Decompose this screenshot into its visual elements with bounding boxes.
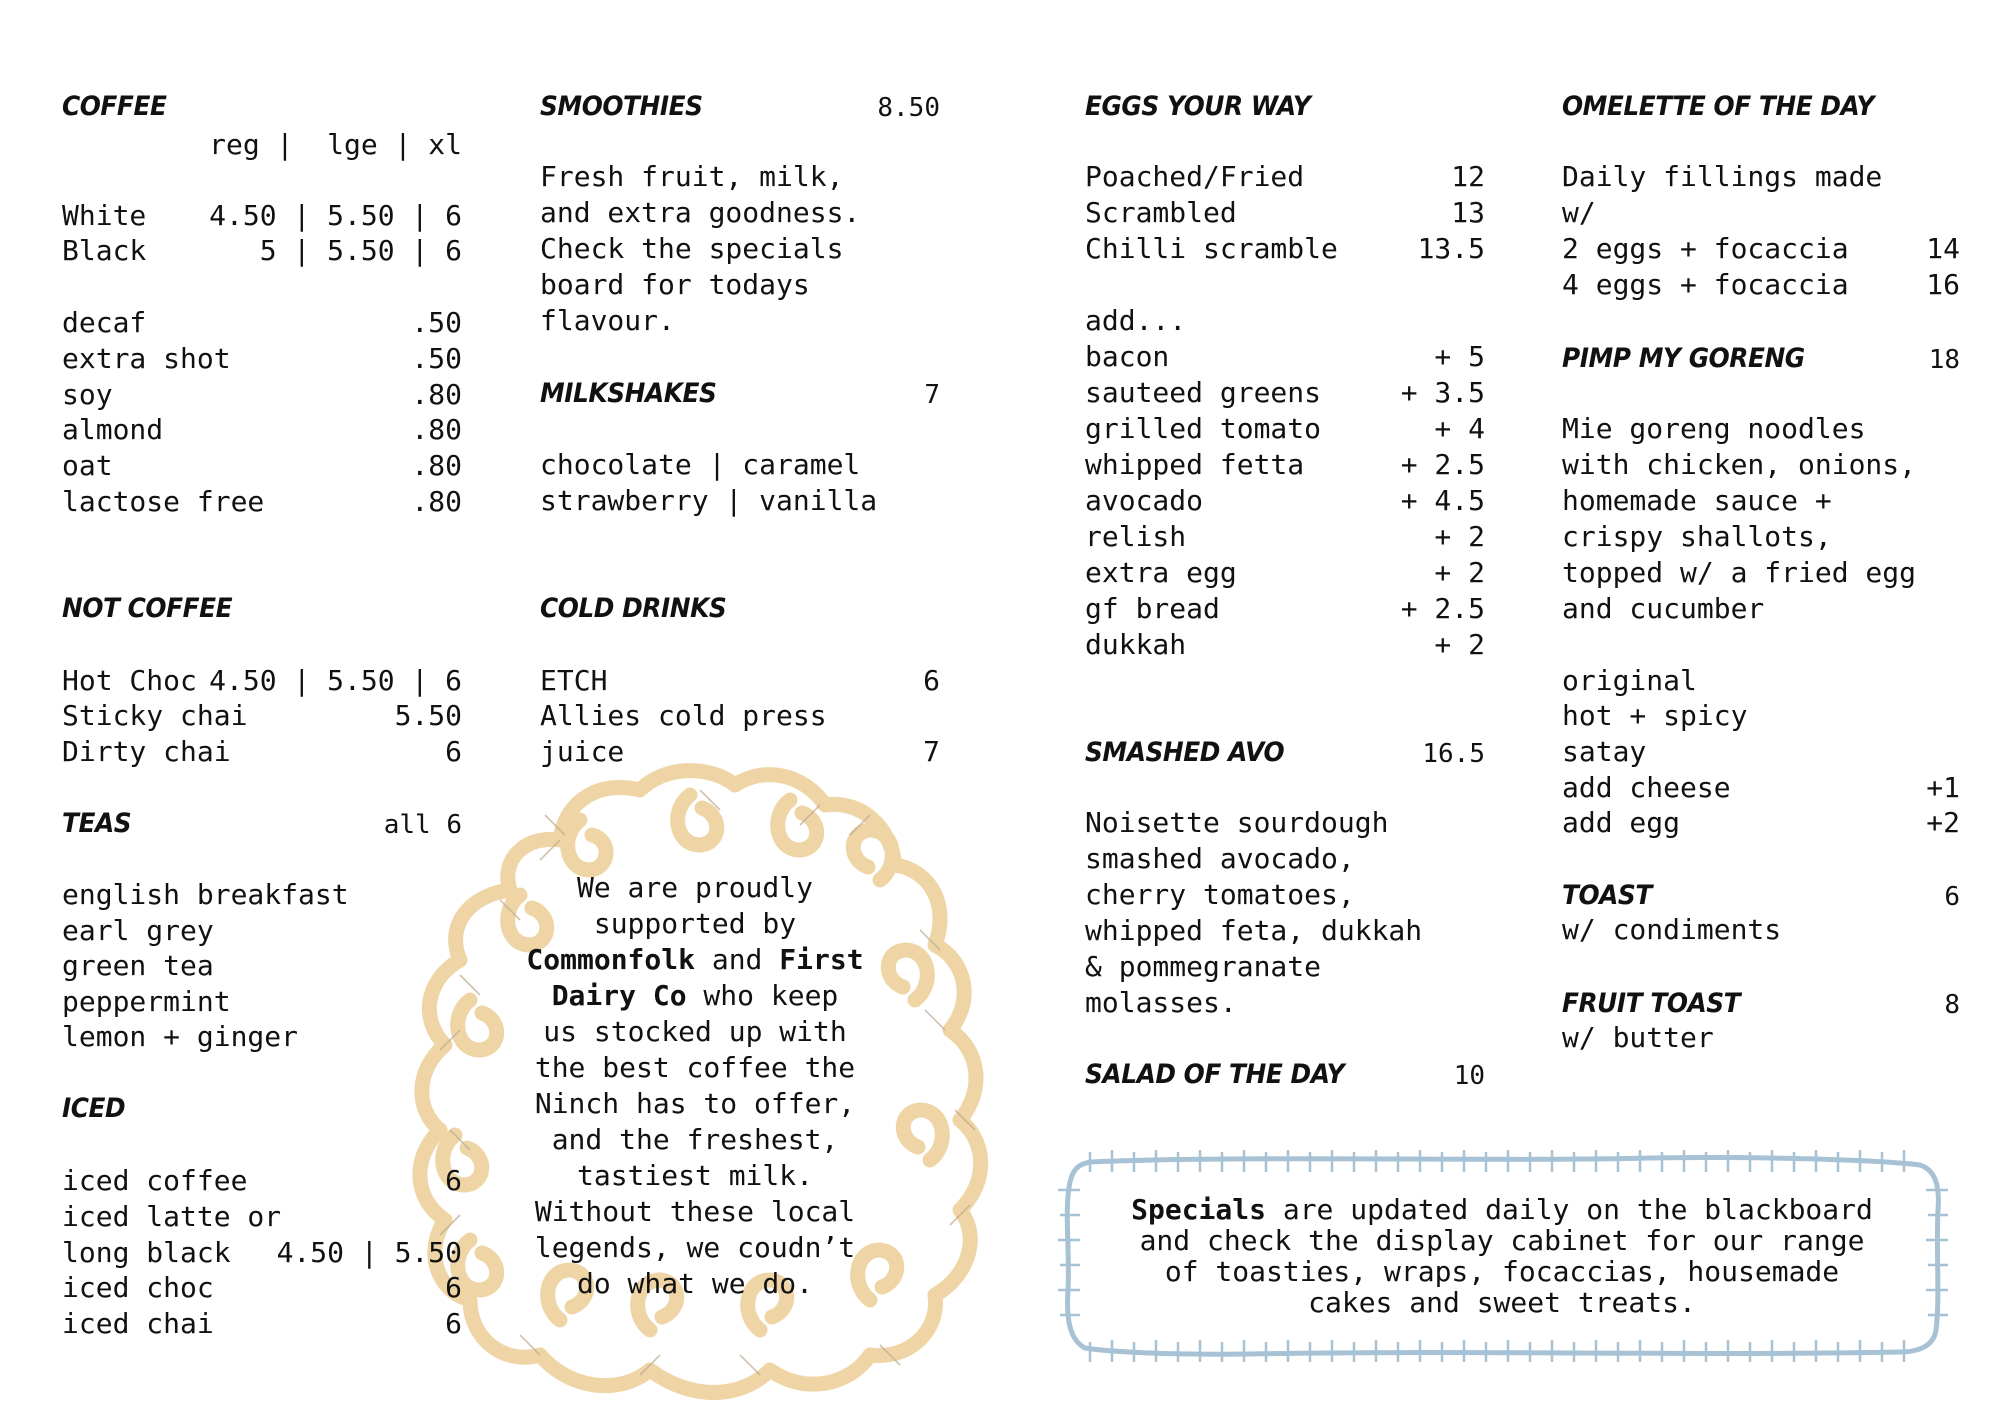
item-name: extra shot [62, 342, 231, 375]
item-name: Dirty chai [62, 735, 231, 768]
item-name: Black [62, 234, 147, 267]
item-name: Allies cold press [540, 699, 827, 732]
omelette-heading [1562, 91, 1960, 127]
item-name: juice [540, 735, 625, 768]
menu-item [1085, 159, 1485, 195]
coffee-heading [62, 91, 462, 127]
item-price: 13.5 [1417, 232, 1485, 265]
teas-heading [62, 808, 462, 844]
note-line: Without these local [534, 1195, 856, 1228]
salad-heading [1085, 1059, 1485, 1095]
smoothies-heading [540, 91, 940, 127]
description-line: molasses. [1085, 986, 1237, 1019]
menu-item [62, 198, 462, 234]
item-price: 4.50 | 5.50 [276, 1236, 462, 1269]
item-price: 5 | 5.50 | 6 [259, 234, 462, 267]
item-name: 4 eggs + focaccia [1562, 268, 1849, 301]
item-name: iced choc [62, 1271, 214, 1304]
eggs-heading [1085, 91, 1485, 127]
menu-item [62, 448, 462, 484]
item-price: +2 [1926, 806, 1960, 839]
item-price: 16 [1926, 268, 1960, 301]
milkshakes-flavours [540, 447, 940, 519]
item-price: .80 [411, 485, 462, 518]
description-line: and extra goodness. [540, 196, 861, 229]
item-name: 2 eggs + focaccia [1562, 232, 1849, 265]
menu-item [62, 341, 462, 377]
item-name: peppermint [62, 985, 231, 1018]
item-price: .50 [411, 306, 462, 339]
coffee-sizes-label: reg | lge | xl [209, 128, 462, 161]
toast-price: 6 [1944, 882, 1960, 912]
item-name: Sticky chai [62, 699, 248, 732]
note-line: us stocked up with [543, 1015, 847, 1048]
salad-title: SALAD OF THE DAY [1085, 1059, 1345, 1090]
item-name: add egg [1562, 806, 1681, 839]
note-line: We are proudly [576, 871, 813, 904]
description-line: whipped feta, dukkah [1085, 914, 1423, 947]
menu-item [1085, 339, 1485, 375]
supporter-name: First [779, 943, 864, 976]
item-price: + 2.5 [1400, 592, 1485, 625]
smashed-avo-price: 16.5 [1422, 739, 1485, 769]
menu-item [62, 305, 462, 341]
description-line: Mie goreng noodles [1562, 412, 1866, 445]
item-price: .80 [411, 413, 462, 446]
item-name: w/ condiments [1562, 913, 1782, 946]
cold-drinks-title: COLD DRINKS [540, 593, 727, 624]
fruit-toast-note [1562, 1020, 1960, 1056]
menu-item [1085, 447, 1485, 483]
milkshakes-heading [540, 378, 940, 414]
item-price: 5.50 [394, 699, 462, 732]
specials-note [1082, 1194, 1922, 1318]
menu-item [1562, 267, 1960, 303]
item-price: 4.50 | 5.50 | 6 [209, 664, 462, 697]
omelette-description [1562, 159, 1960, 231]
item-name: almond [62, 413, 164, 446]
item-price: 4.50 | 5.50 | 6 [209, 199, 462, 232]
item-price: 14 [1926, 232, 1960, 265]
goreng-title: PIMP MY GORENG [1562, 343, 1805, 374]
menu-item [1085, 591, 1485, 627]
item-name: lemon + ginger [62, 1020, 299, 1053]
item-price: 6 [445, 735, 462, 768]
list-item [62, 913, 462, 949]
menu-item [540, 698, 940, 734]
specials-line: cakes and sweet treats. [1308, 1286, 1696, 1319]
menu-item [1085, 375, 1485, 411]
fruit-toast-title: FRUIT TOAST [1562, 988, 1741, 1019]
item-name: english breakfast [62, 878, 349, 911]
note-line: Ninch has to offer, [534, 1087, 856, 1120]
menu-item [62, 1163, 462, 1199]
note-line: tastiest milk. [576, 1159, 813, 1192]
item-price: .80 [411, 449, 462, 482]
toast-note [1562, 912, 1960, 948]
specials-lead: Specials [1131, 1193, 1266, 1226]
note-line: do what we do. [576, 1267, 813, 1300]
note-line: supported by [593, 907, 797, 940]
item-price: + 2 [1434, 520, 1485, 553]
item-price: 6 [445, 1271, 462, 1304]
item-price: + 3.5 [1400, 376, 1485, 409]
not-coffee-heading [62, 593, 462, 629]
coffee-sizes [62, 127, 462, 163]
menu-item [1562, 231, 1960, 267]
item-name: grilled tomato [1085, 412, 1322, 445]
item-name: gf bread [1085, 592, 1220, 625]
item-name: dukkah [1085, 628, 1187, 661]
item-name: original [1562, 664, 1697, 697]
item-price: 6 [445, 1307, 462, 1340]
menu-item [62, 734, 462, 770]
item-price: 13 [1451, 196, 1485, 229]
item-price: +1 [1926, 771, 1960, 804]
item-name: green tea [62, 949, 214, 982]
menu-item [1085, 519, 1485, 555]
specials-line: and check the display cabinet for our range [1139, 1224, 1865, 1257]
item-price: + 4.5 [1400, 484, 1485, 517]
cold-drinks-heading [540, 593, 940, 629]
smashed-avo-heading [1085, 737, 1485, 773]
description-line: Check the specials [540, 232, 844, 265]
description-line: cherry tomatoes, [1085, 878, 1355, 911]
toast-heading [1562, 880, 1960, 916]
specials-line [1082, 1194, 1922, 1225]
list-item [62, 948, 462, 984]
note-line: and the freshest, [551, 1123, 839, 1156]
description-line: flavour. [540, 304, 675, 337]
menu-item [1562, 663, 1960, 699]
list-item [62, 984, 462, 1020]
iced-heading [62, 1093, 462, 1129]
menu-item [1562, 698, 1960, 734]
list-item [62, 877, 462, 913]
item-name: oat [62, 449, 113, 482]
description-line: & pommegranate [1085, 950, 1322, 983]
menu-item [62, 1270, 462, 1306]
smoothies-price: 8.50 [877, 93, 940, 123]
goreng-description [1562, 411, 1960, 627]
menu-item [1085, 555, 1485, 591]
supporter-name: Commonfolk [526, 943, 695, 976]
note-line-bold: Commonfolk and First [526, 943, 864, 976]
description-line: w/ [1562, 196, 1596, 229]
menu-item [1085, 627, 1485, 663]
teas-title: TEAS [62, 808, 132, 839]
smoothies-description [540, 159, 940, 339]
item-price: + 5 [1434, 340, 1485, 373]
item-name: lactose free [62, 485, 265, 518]
item-price: 6 [923, 664, 940, 697]
item-name: avocado [1085, 484, 1204, 517]
menu-item [62, 484, 462, 520]
menu-item [62, 1235, 462, 1271]
item-name: iced coffee [62, 1164, 248, 1197]
omelette-title: OMELETTE OF THE DAY [1562, 91, 1875, 122]
iced-title: ICED [62, 1093, 126, 1124]
item-price: + 2.5 [1400, 448, 1485, 481]
goreng-heading [1562, 343, 1960, 379]
fruit-toast-price: 8 [1944, 990, 1960, 1020]
item-price: 6 [445, 1164, 462, 1197]
supporter-name: Dairy Co [551, 979, 687, 1012]
description-line: Daily fillings made [1562, 160, 1883, 193]
item-name: whipped fetta [1085, 448, 1305, 481]
description-line: with chicken, onions, [1562, 448, 1917, 481]
specials-text: are updated daily on the blackboard [1265, 1193, 1873, 1226]
milkshakes-price: 7 [924, 380, 940, 410]
menu-item [1562, 770, 1960, 806]
menu-item [1085, 195, 1485, 231]
item-name: long black [62, 1236, 231, 1269]
item-name: White [62, 199, 147, 232]
menu-item [62, 233, 462, 269]
note-line: legends, we coudn’t [534, 1231, 856, 1264]
item-price: 12 [1451, 160, 1485, 193]
description-line: and cucumber [1562, 592, 1765, 625]
menu-item [62, 663, 462, 699]
smoothies-title: SMOOTHIES [540, 91, 703, 122]
item-price: + 4 [1434, 412, 1485, 445]
item-price: + 2 [1434, 628, 1485, 661]
item-name: add cheese [1562, 771, 1731, 804]
menu-item [62, 1306, 462, 1342]
menu-item [1085, 411, 1485, 447]
specials-line: of toasties, wraps, focaccias, housemade [1164, 1255, 1840, 1288]
supporters-note [495, 870, 895, 1302]
description-line: strawberry | vanilla [540, 484, 878, 517]
toast-title: TOAST [1562, 880, 1652, 911]
add-label [1085, 303, 1485, 339]
item-name: earl grey [62, 914, 214, 947]
item-price: 7 [923, 735, 940, 768]
description-line: Noisette sourdough [1085, 806, 1389, 839]
description-line: chocolate | caramel [540, 448, 861, 481]
add-label-text: add... [1085, 304, 1187, 337]
item-name: Scrambled [1085, 196, 1237, 229]
item-name: iced latte or [62, 1200, 282, 1233]
menu-item [1562, 734, 1960, 770]
item-price: + 2 [1434, 556, 1485, 589]
item-name: extra egg [1085, 556, 1237, 589]
goreng-price: 18 [1928, 345, 1960, 375]
menu-item [1562, 805, 1960, 841]
menu-item [540, 663, 940, 699]
item-price: .80 [411, 378, 462, 411]
menu-item [62, 698, 462, 734]
item-name: Hot Choc [62, 664, 197, 697]
item-name: Chilli scramble [1085, 232, 1338, 265]
item-name: iced chai [62, 1307, 214, 1340]
item-name: soy [62, 378, 113, 411]
item-name: hot + spicy [1562, 699, 1748, 732]
menu-item [1085, 483, 1485, 519]
item-name: relish [1085, 520, 1187, 553]
fruit-toast-heading [1562, 988, 1960, 1024]
item-name: sauteed greens [1085, 376, 1322, 409]
description-line: homemade sauce + [1562, 484, 1832, 517]
item-name: Poached/Fried [1085, 160, 1305, 193]
salad-price: 10 [1453, 1061, 1485, 1091]
coffee-title: COFFEE [62, 91, 167, 122]
menu-item [540, 734, 940, 770]
item-price: .50 [411, 342, 462, 375]
menu-item [62, 377, 462, 413]
description-line: topped w/ a fried egg [1562, 556, 1917, 589]
item-name: satay [1562, 735, 1647, 768]
teas-price: all 6 [383, 810, 462, 840]
menu-item [62, 412, 462, 448]
eggs-title: EGGS YOUR WAY [1085, 91, 1311, 122]
item-name: w/ butter [1562, 1021, 1714, 1054]
menu-item [62, 1199, 462, 1235]
description-line: crispy shallots, [1562, 520, 1832, 553]
description-line: board for todays [540, 268, 810, 301]
item-name: bacon [1085, 340, 1170, 373]
milkshakes-title: MILKSHAKES [540, 378, 717, 409]
menu-item [1085, 231, 1485, 267]
smashed-avo-description [1085, 805, 1485, 1021]
description-line: Fresh fruit, milk, [540, 160, 844, 193]
note-line: the best coffee the [534, 1051, 856, 1084]
item-name: ETCH [540, 664, 608, 697]
note-line-bold: Dairy Co who keep [551, 979, 839, 1012]
description-line: smashed avocado, [1085, 842, 1355, 875]
list-item [62, 1019, 462, 1055]
item-name: decaf [62, 306, 147, 339]
not-coffee-title: NOT COFFEE [62, 593, 233, 624]
smashed-avo-title: SMASHED AVO [1085, 737, 1285, 768]
